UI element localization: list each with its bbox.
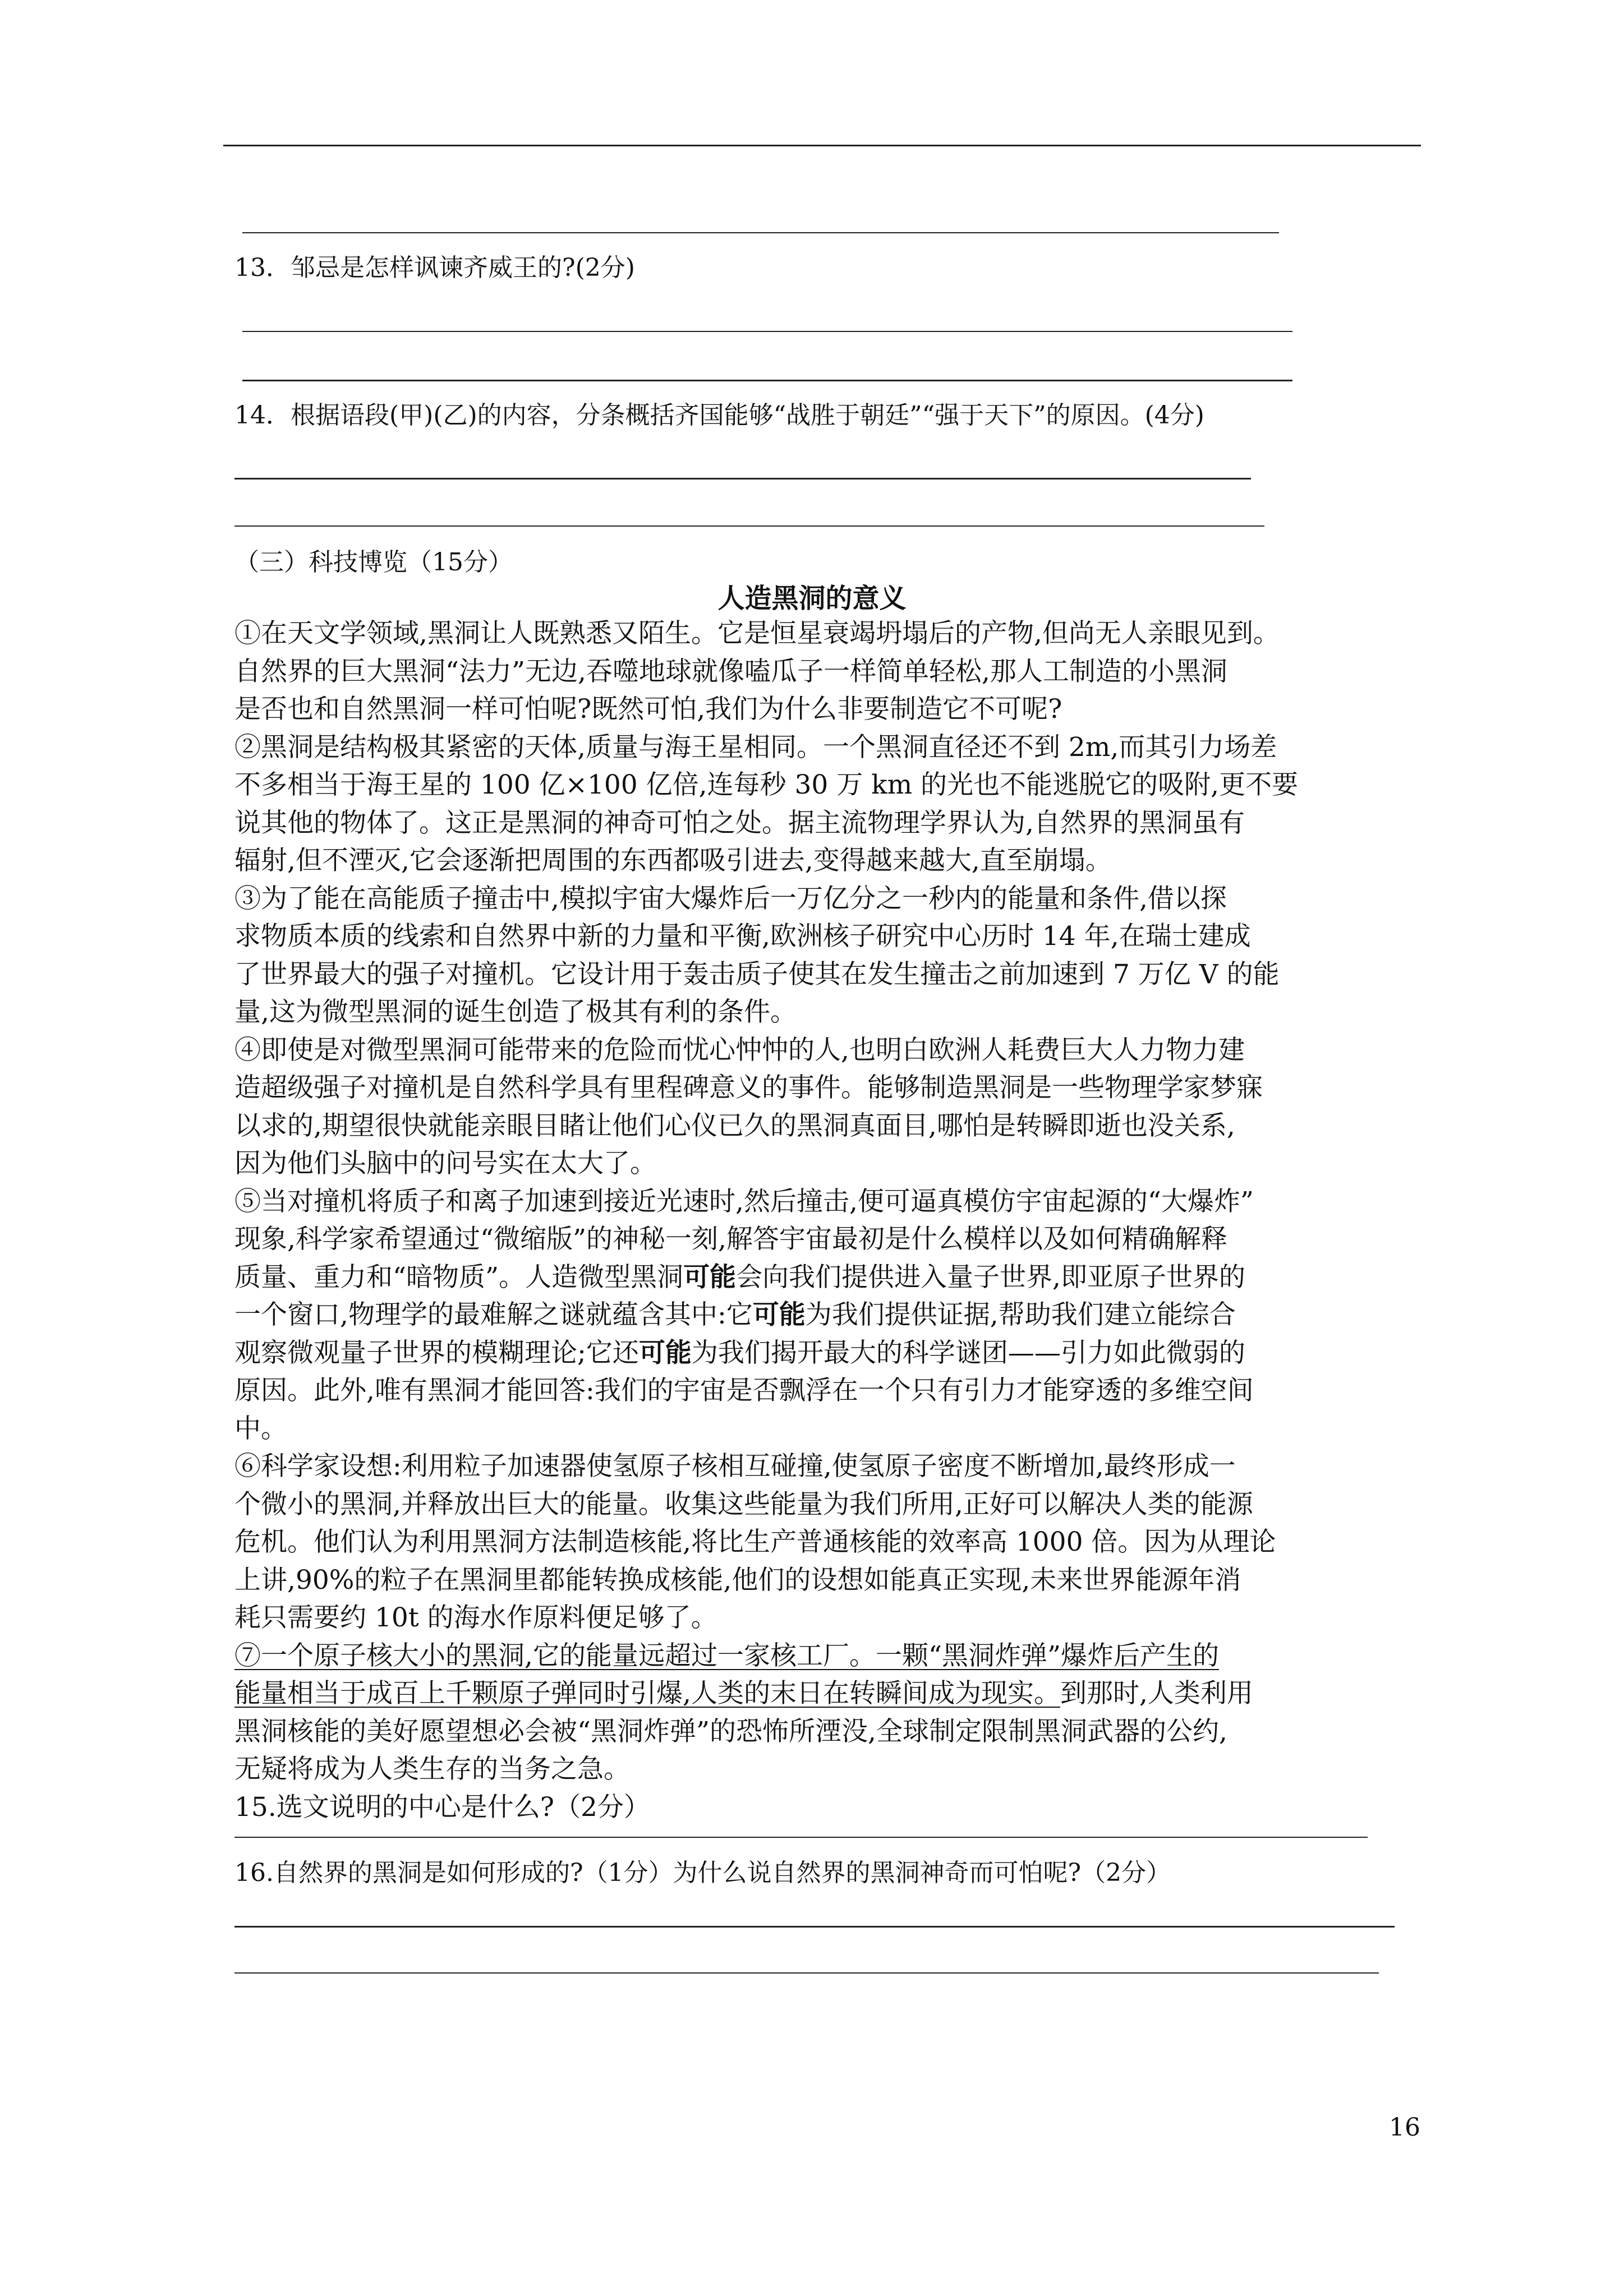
emphasis-word: 可能 <box>752 1299 806 1330</box>
answer-line <box>234 525 1264 527</box>
answer-line <box>234 1926 1395 1928</box>
paragraph-5-part: 为我们揭开最大的科学谜团——引力如此微弱的 原因。此外,唯有黑洞才能回答:我们的宇宙是否飘浮在一个只有引力才能穿透的多维空间 中。 <box>234 1337 1254 1444</box>
question-16: 16.自然界的黑洞是如何形成的?（1分）为什么说自然界的黑洞神奇而可怕呢?（2分） <box>234 1859 1171 1887</box>
paragraph-5 <box>234 1186 1254 1444</box>
paragraph-5-part: 会向我们提供进入量子世界,即亚原子世界的 一个窗口,物理学的最难解之谜就蕴含其中:它 <box>234 1261 1246 1330</box>
question-14: 14．根据语段(甲)(乙)的内容，分条概括齐国能够“战胜于朝廷”“强于天下”的原因。(4分) <box>234 401 1204 430</box>
answer-line <box>242 331 1292 332</box>
question-15: 15.选文说明的中心是什么?（2分） <box>234 1791 650 1823</box>
header-rule <box>223 145 1421 146</box>
paragraph-7-rest: 到那时,人类利用 黑洞核能的美好愿望想必会被“黑洞炸弹”的恐怖所湮没,全球制定限制黑洞武器的公约, 无疑将成为人类生存的当务之急。 <box>234 1678 1253 1785</box>
answer-line <box>242 380 1292 381</box>
paragraph-4: ④即使是对微型黑洞可能带来的危险而忧心忡忡的人,也明白欧洲人耗费巨大人力物力建 造超级强子对撞机是自然科学具有里程碑意义的事件。能够制造黑洞是一些物理学家梦寐 以求的,期望很快就能亲眼目睹让他们心仪已久的黑洞真面目,哪怕是转瞬即逝也没关系, 因为他们头脑中的问号实在太大了。 <box>234 1034 1263 1179</box>
page-number: 16 <box>1389 2113 1420 2142</box>
section-heading: （三）科技博览（15分） <box>234 548 513 577</box>
paragraph-2: ②黑洞是结构极其紧密的天体,质量与海王星相同。一个黑洞直径还不到 2m,而其引力场差 不多相当于海王星的 100 亿×100 亿倍,连每秒 30 万 km 的光也不能逃脱它的吸附,更不要 说其他的物体了。这正是黑洞的神奇可怕之处。据主流物理学界认为,自然界的黑洞虽有 辐射,但不湮灭,它会逐渐把周围的东西都吸引进去,变得越来越大,直至崩塌。 <box>234 731 1299 876</box>
paragraph-3: ③为了能在高能质子撞击中,模拟宇宙大爆炸后一万亿分之一秒内的能量和条件,借以探 求物质本质的线索和自然界中新的力量和平衡,欧洲核子研究中心历时 14 年,在瑞士建成 了世界最大的强子对撞机。它设计用于轰击质子使其在发生撞击之前加速到 7 万亿 V 的能 量,这为微型黑洞的诞生创造了极其有利的条件。 <box>234 883 1280 1027</box>
paragraph-7 <box>234 1640 1253 1785</box>
emphasis-word: 可能 <box>683 1261 737 1293</box>
article-body <box>234 615 1424 1826</box>
paragraph-5-part: 为我们提供证据,帮助我们建立能综合 观察微观量子世界的模糊理论;它还 <box>234 1299 1236 1368</box>
question-13: 13．邹忌是怎样讽谏齐威王的?(2分) <box>234 253 635 282</box>
answer-line <box>234 478 1251 480</box>
answer-line <box>234 1972 1379 1974</box>
answer-line <box>234 1837 1368 1838</box>
article-title: 人造黑洞的意义 <box>717 583 907 614</box>
paragraph-5-part: ⑤当对撞机将质子和离子加速到接近光速时,然后撞击,便可逼真模仿宇宙起源的“大爆炸” 现象,科学家希望通过“微缩版”的神秘一刻,解答宇宙最初是什么模样以及如何精确解释 质量、重力和“暗物质”。人造微型黑洞 <box>234 1186 1254 1293</box>
answer-line <box>242 232 1279 233</box>
emphasis-word: 可能 <box>638 1337 692 1368</box>
paragraph-6: ⑥科学家设想:利用粒子加速器使氢原子核相互碰撞,使氢原子密度不断增加,最终形成一 个微小的黑洞,并释放出巨大的能量。收集这些能量为我们所用,正好可以解决人类的能源 危机。他们认为利用黑洞方法制造核能,将比生产普通核能的效率高 1000 倍。因为从理论 上讲,90%的粒子在黑洞里都能转换成核能,他们的设想如能真正实现,未来世界能源年消 耗只需要约 10t 的海水作原料便足够了。 <box>234 1451 1276 1633</box>
paragraph-1: ①在天文学领域,黑洞让人既熟悉又陌生。它是恒星衰竭坍塌后的产物,但尚无人亲眼见到。 自然界的巨大黑洞“法力”无边,吞噬地球就像嗑瓜子一样简单轻松,那人工制造的小黑洞 是否也和自然黑洞一样可怕呢?既然可怕,我们为什么非要制造它不可呢? <box>234 618 1280 725</box>
underlined-sentence: ⑦一个原子核大小的黑洞,它的能量远超过一家核工厂。一颗“黑洞炸弹”爆炸后产生的 能量相当于成百上千颗原子弹同时引爆,人类的末日在转瞬间成为现实。 <box>234 1640 1219 1709</box>
